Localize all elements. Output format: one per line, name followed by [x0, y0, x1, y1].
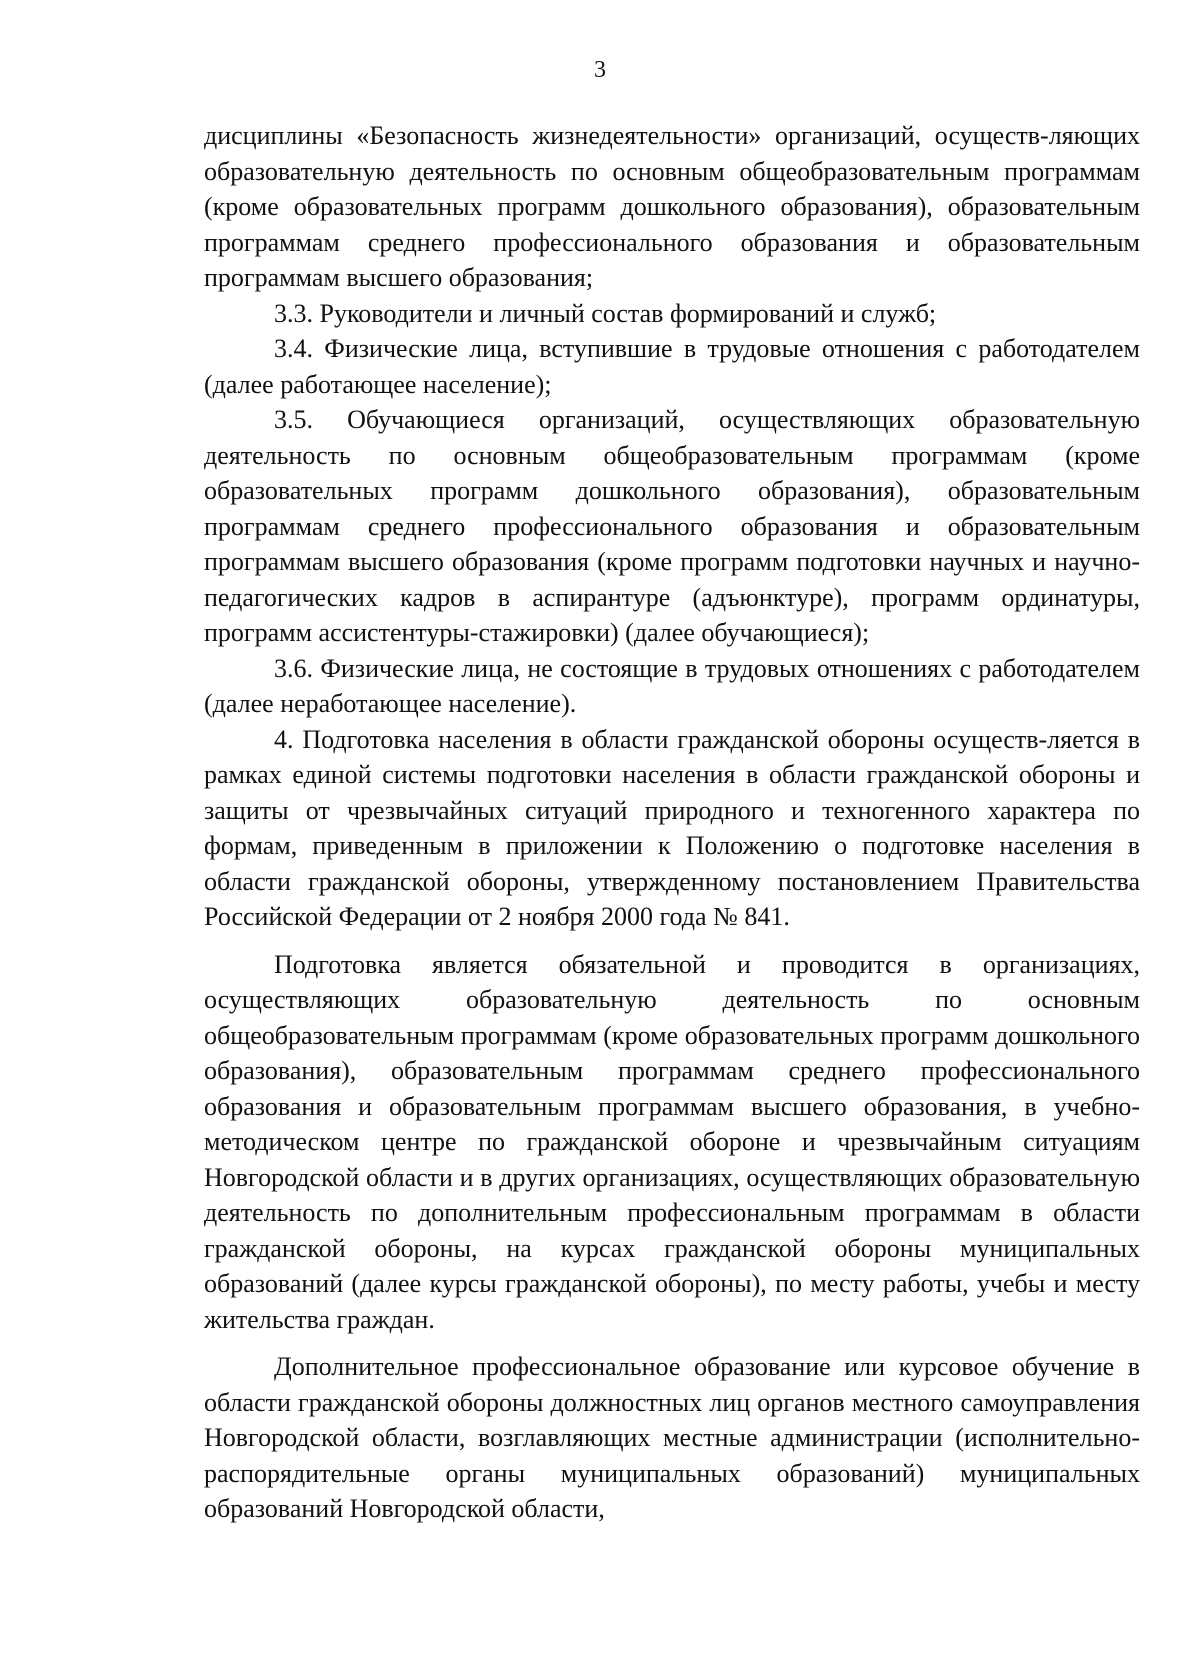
paragraph-item-3-3: 3.3. Руководители и личный состав формирований и служб;: [274, 298, 937, 328]
paragraph-item-3-6: 3.6. Физические лица, не состоящие в трудовых отношениях с работодателем (далее неработающее население).: [204, 653, 1140, 718]
paragraph-item-3-5: 3.5. Обучающиеся организаций, осуществляющих образовательную деятельность по основным общеобразовательным программам (кроме образовательных программ дошкольного образования), образовательным программам среднего профессионального образования и образовательным программам высшего образования (кроме программ подготовки научных и научно-педагогических кадров в аспирантуре (адъюнктуре), программ ординатуры, программ ассистентуры-стажировки) (далее обучающиеся);: [204, 405, 1140, 647]
paragraph-item-3-4: 3.4. Физические лица, вступившие в трудовые отношения с работодателем (далее работающее население);: [204, 334, 1140, 399]
document-body: [204, 118, 1140, 1527]
paragraph-item-4: 4. Подготовка населения в области гражданской обороны осуществ-ляется в рамках единой системы подготовки населения в области гражданской обороны и защиты от чрезвычайных ситуаций природного и техногенного характера по формам, приведенным в приложении к Положению о подготовке населения в области гражданской обороны, утвержденному постановлением Правительства Российской Федерации от 2 ноября 2000 года № 841.: [204, 724, 1140, 931]
paragraph-continuation-discipline: дисциплины «Безопасность жизнедеятельности» организаций, осуществ-ляющих образовательную деятельность по основным общеобразовательным программам (кроме образовательных программ дошкольного образования), образовательным программам среднего профессионального образования и образовательным программам высшего образования;: [204, 121, 1140, 292]
paragraph-additional-education: Дополнительное профессиональное образование или курсовое обучение в области гражданской обороны должностных лиц органов местного самоуправления Новгородской области, возглавляющих местные администрации (исполнительно-распорядительные органы муниципальных образований) муниципальных образований Новгородской области,: [204, 1352, 1140, 1523]
page-number: 3: [594, 57, 606, 83]
paragraph-training-mandatory: Подготовка является обязательной и проводится в организациях, осуществляющих образовательную деятельность по основным общеобразовательным программам (кроме образовательных программ дошкольного образования), образовательным программам среднего профессионального образования и образовательным программам высшего образования, в учебно-методическом центре по гражданской обороне и чрезвычайным ситуациям Новгородской области и в других организациях, осуществляющих образовательную деятельность по дополнительным профессиональным программам в области гражданской обороны, на курсах гражданской обороны муниципальных образований (далее курсы гражданской обороны), по месту работы, учебы и месту жительства граждан.: [204, 949, 1140, 1334]
